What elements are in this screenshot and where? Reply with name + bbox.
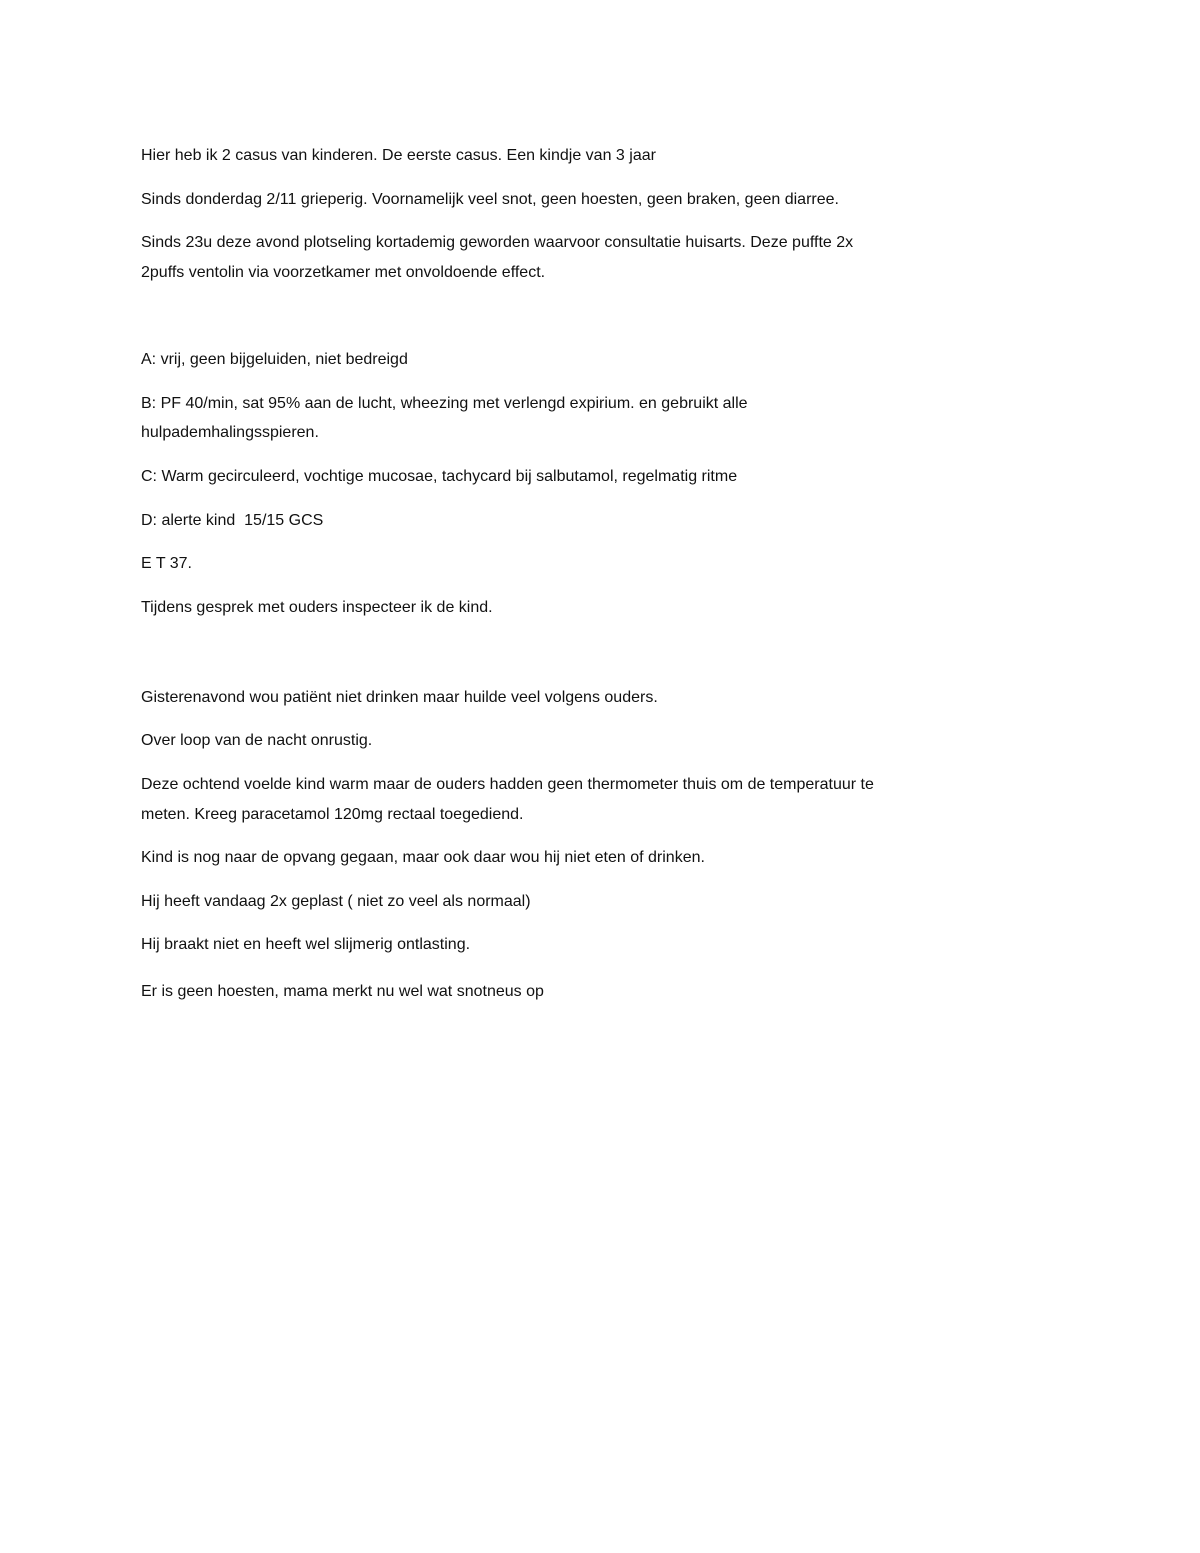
text-line: D: alerte kind 15/15 GCS: [141, 512, 324, 529]
text-line: C: Warm gecirculeerd, vochtige mucosae, tachycard bij salbutamol, regelmatig ritme: [141, 468, 738, 485]
text-line: meten. Kreeg paracetamol 120mg rectaal toegediend.: [141, 806, 524, 823]
text-line: hulpademhalingsspieren.: [141, 424, 319, 441]
text-line: Kind is nog naar de opvang gegaan, maar ook daar wou hij niet eten of drinken.: [141, 849, 705, 866]
text-line: Over loop van de nacht onrustig.: [141, 732, 373, 749]
text-line: 2puffs ventolin via voorzetkamer met onvoldoende effect.: [141, 264, 546, 281]
text-line: Hier heb ik 2 casus van kinderen. De eerste casus. Een kindje van 3 jaar: [141, 147, 656, 164]
text-line: E T 37.: [141, 555, 192, 572]
text-line: Sinds 23u deze avond plotseling kortademig geworden waarvoor consultatie huisarts. Deze puffte 2x: [141, 234, 854, 251]
text-line: B: PF 40/min, sat 95% aan de lucht, wheezing met verlengd expirium. en gebruikt alle: [141, 395, 748, 412]
text-line: Gisterenavond wou patiënt niet drinken maar huilde veel volgens ouders.: [141, 689, 658, 706]
text-line: A: vrij, geen bijgeluiden, niet bedreigd: [141, 351, 408, 368]
text-line: Hij heeft vandaag 2x geplast ( niet zo veel als normaal): [141, 893, 531, 910]
text-line: Tijdens gesprek met ouders inspecteer ik de kind.: [141, 599, 493, 616]
text-line: Sinds donderdag 2/11 grieperig. Voornamelijk veel snot, geen hoesten, geen braken, geen diarree.: [141, 191, 839, 208]
text-line: Er is geen hoesten, mama merkt nu wel wat snotneus op: [141, 983, 544, 1000]
text-line: Hij braakt niet en heeft wel slijmerig ontlasting.: [141, 936, 471, 953]
text-line: Deze ochtend voelde kind warm maar de ouders hadden geen thermometer thuis om de temperatuur te: [141, 776, 874, 793]
